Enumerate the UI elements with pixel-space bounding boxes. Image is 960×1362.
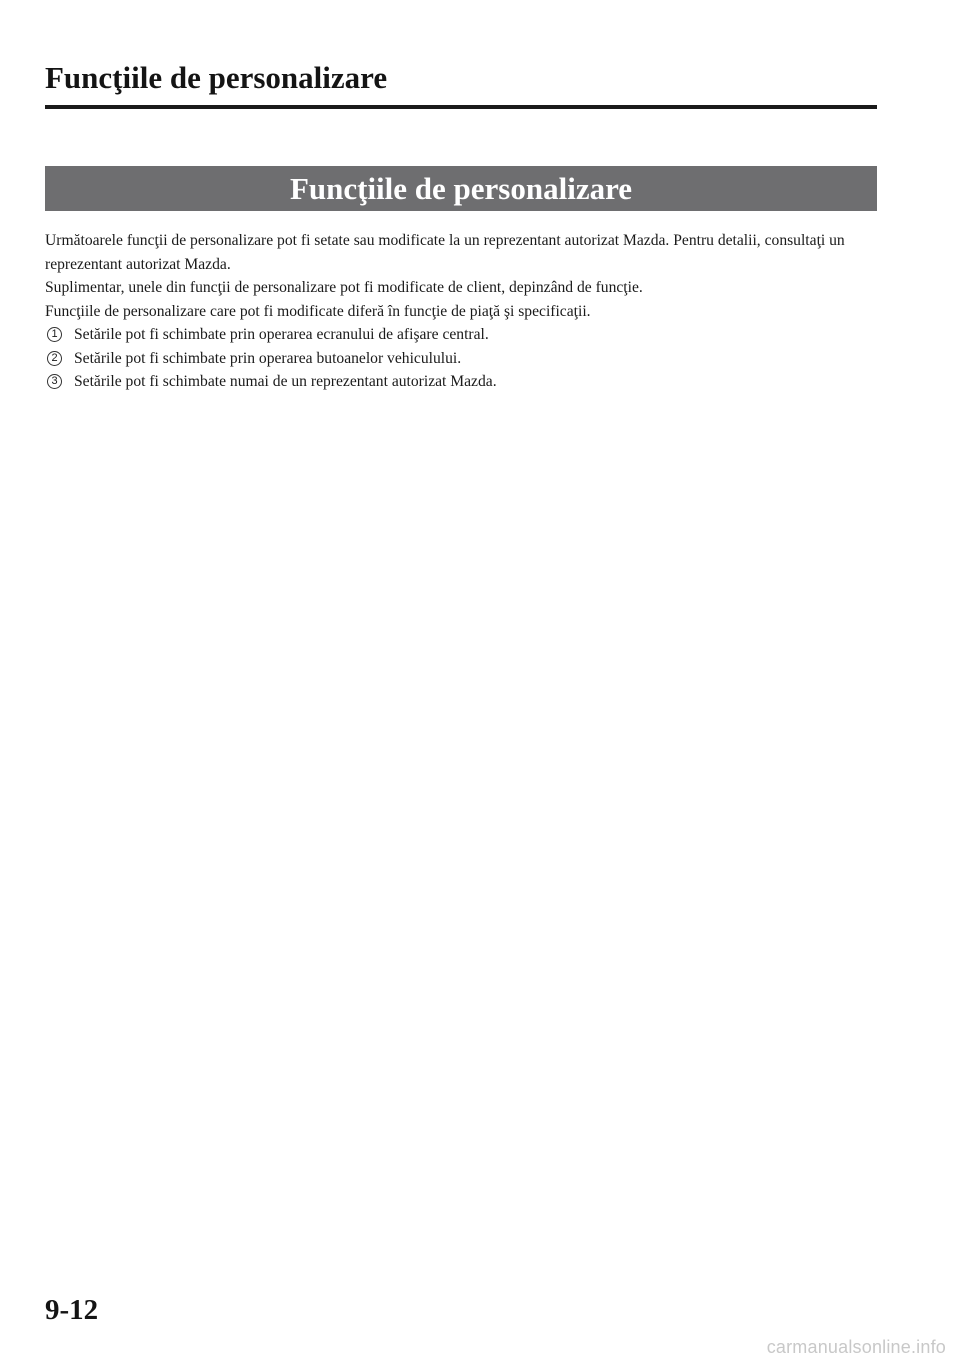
legend-text-2: Setările pot fi schimbate prin operarea butoanelor vehiculului. (74, 349, 462, 367)
section-title: Funcţiile de personalizare (289, 171, 633, 206)
legend-text-3: Setările pot fi schimbate numai de un reprezentant autorizat Mazda. (74, 373, 497, 390)
intro-paragraph: Următoarele funcţii de personalizare pot fi setate sau modificate la un reprezentant autorizat Mazda. Pentru detalii, consultaţi un reprezentant autorizat Mazda. (45, 232, 845, 273)
market-paragraph: Funcţiile de personalizare care pot fi modificate diferă în funcţie de piaţă şi specificaţii. (45, 302, 591, 320)
watermark: carmanualsonline.info (766, 1337, 946, 1357)
legend-text-1: Setările pot fi schimbate prin operarea ecranului de afişare central. (74, 326, 489, 343)
page-number: 9-12 (45, 1294, 99, 1326)
circled-number-3-icon: 3 (47, 374, 62, 389)
circled-number-1-icon: 1 (47, 327, 62, 342)
legend-item-1 (45, 323, 877, 347)
chapter-divider (45, 105, 877, 109)
section-banner (45, 166, 877, 211)
customer-paragraph: Suplimentar, unele din funcţii de personalizare pot fi modificate de client, depinzând de funcţie. (45, 279, 643, 296)
chapter-header (45, 58, 877, 98)
legend-item-3 (45, 370, 877, 394)
legend-item-2 (45, 347, 877, 371)
circled-number-2-icon: 2 (47, 351, 62, 366)
body-content (45, 229, 877, 394)
chapter-title: Funcţiile de personalizare (45, 60, 388, 95)
